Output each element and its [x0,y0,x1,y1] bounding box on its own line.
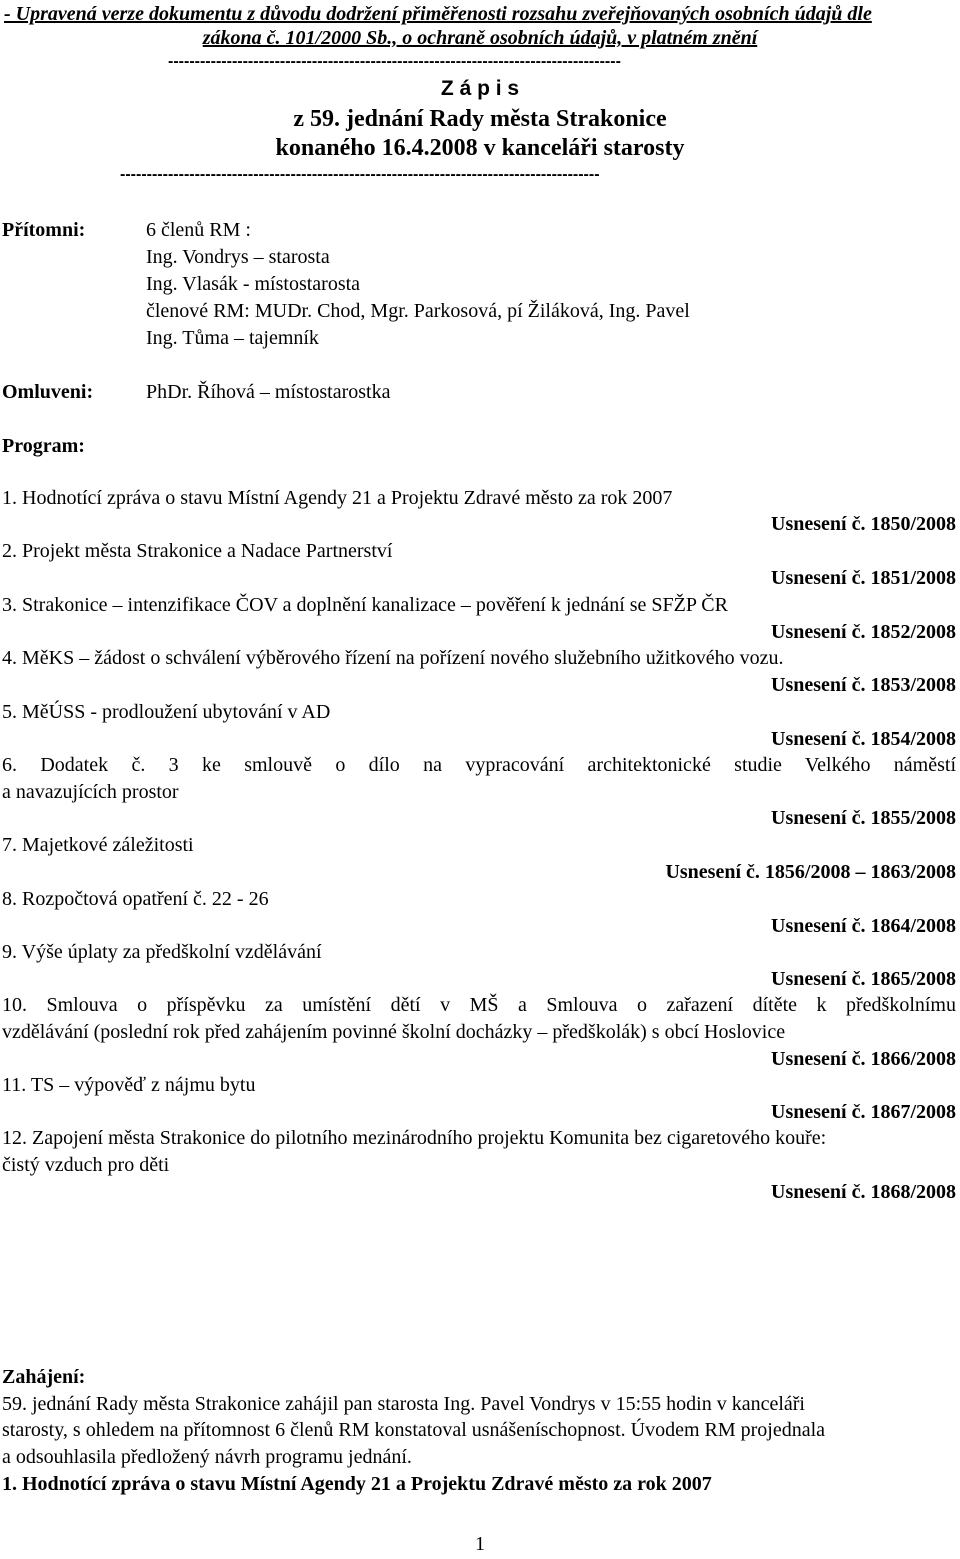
program-item-2: 2. Projekt města Strakonice a Nadace Partnerství [2,540,393,562]
program-item-6-resolution: Usnesení č. 1855/2008 [771,807,956,829]
present-mayor: Ing. Vondrys – starosta [146,246,330,268]
program-item-8-resolution: Usnesení č. 1864/2008 [771,915,956,937]
program-item-1: 1. Hodnotící zpráva o stavu Místní Agendy 21 a Projektu Zdravé město za rok 2007 [2,487,673,509]
program-item-3-resolution: Usnesení č. 1852/2008 [771,621,956,643]
program-item-5: 5. MěÚSS - prodloužení ubytování v AD [2,701,331,723]
program-item-11-resolution: Usnesení č. 1867/2008 [771,1101,956,1123]
redaction-notice-line2: zákona č. 101/2000 Sb., o ochraně osobních údajů, v platném znění [202,27,758,49]
program-item-12-resolution: Usnesení č. 1868/2008 [771,1181,956,1203]
excused-person: PhDr. Říhová – místostarostka [146,381,391,403]
program-item-9: 9. Výše úplaty za předškolní vzdělávání [2,941,322,963]
program-item-8: 8. Rozpočtová opatření č. 22 - 26 [2,888,269,910]
program-item-10-continued: vzdělávání (poslední rok před zahájením povinné školní docházky – předškolák) s obcí Hoslovice [2,1021,786,1043]
present-members: členové RM: MUDr. Chod, Mgr. Parkosová, pí Žiláková, Ing. Pavel [146,300,690,322]
program-item-9-resolution: Usnesení č. 1865/2008 [771,968,956,990]
document-subtitle-meeting: z 59. jednání Rady města Strakonice [293,106,667,132]
header-divider: ------------------------------------------------------------------------------------------ [120,166,600,183]
opening-paragraph-line3: a odsouhlasila předložený návrh programu jednání. [2,1446,412,1468]
section-heading: 1. Hodnotící zpráva o stavu Místní Agendy 21 a Projektu Zdravé město za rok 2007 [2,1473,712,1495]
program-item-7-resolution: Usnesení č. 1856/2008 – 1863/2008 [665,861,956,883]
opening-paragraph-line1: 59. jednání Rady města Strakonice zahájil pan starosta Ing. Pavel Vondrys v 15:55 hodin v kanceláři [2,1393,805,1415]
program-item-7: 7. Majetkové záležitosti [2,834,194,856]
program-item-12: 12. Zapojení města Strakonice do pilotního mezinárodního projektu Komunita bez cigaretového kouře: [2,1127,827,1149]
present-label: Přítomni: [2,219,86,241]
program-item-4-resolution: Usnesení č. 1853/2008 [771,674,956,696]
program-item-6: 6. Dodatek č. 3 ke smlouvě o dílo na vypracování architektonické studie Velkého náměstí [2,754,956,776]
program-item-3: 3. Strakonice – intenzifikace ČOV a doplnění kanalizace – pověření k jednání se SFŽP ČR [2,594,728,616]
program-label: Program: [2,435,85,457]
program-item-10-resolution: Usnesení č. 1866/2008 [771,1048,956,1070]
opening-paragraph-line2: starosty, s ohledem na přítomnost 6 členů RM konstatoval usnášeníschopnost. Úvodem RM projednala [2,1419,826,1441]
present-secretary: Ing. Tůma – tajemník [146,327,319,349]
redaction-notice-line1: - Upravená verze dokumentu z důvodu dodržení přiměřenosti rozsahu zveřejňovaných osobních údajů dle [4,3,872,25]
program-item-1-resolution: Usnesení č. 1850/2008 [771,513,956,535]
program-item-4: 4. MěKS – žádost o schválení výběrového řízení na pořízení nového služebního užitkového vozu. [2,647,784,669]
opening-label: Zahájení: [2,1366,86,1388]
program-item-11: 11. TS – výpověď z nájmu bytu [2,1074,256,1096]
program-item-6-continued: a navazujících prostor [2,781,179,803]
present-count: 6 členů RM : [146,219,251,241]
document-subtitle-date: konaného 16.4.2008 v kanceláři starosty [275,135,685,161]
present-vice-mayor: Ing. Vlasák - místostarosta [146,273,361,295]
program-item-2-resolution: Usnesení č. 1851/2008 [771,567,956,589]
excused-label: Omluveni: [2,381,94,403]
notice-divider: ------------------------------------------------------------------------------------- [168,53,621,70]
program-item-5-resolution: Usnesení č. 1854/2008 [771,728,956,750]
program-item-12-continued: čistý vzduch pro děti [2,1154,170,1176]
program-item-10: 10. Smlouva o příspěvku za umístění dětí v MŠ a Smlouva o zařazení dítěte k předškolnímu [2,994,956,1016]
page-number: 1 [475,1533,485,1555]
document-title: Z á p i s [440,77,520,100]
